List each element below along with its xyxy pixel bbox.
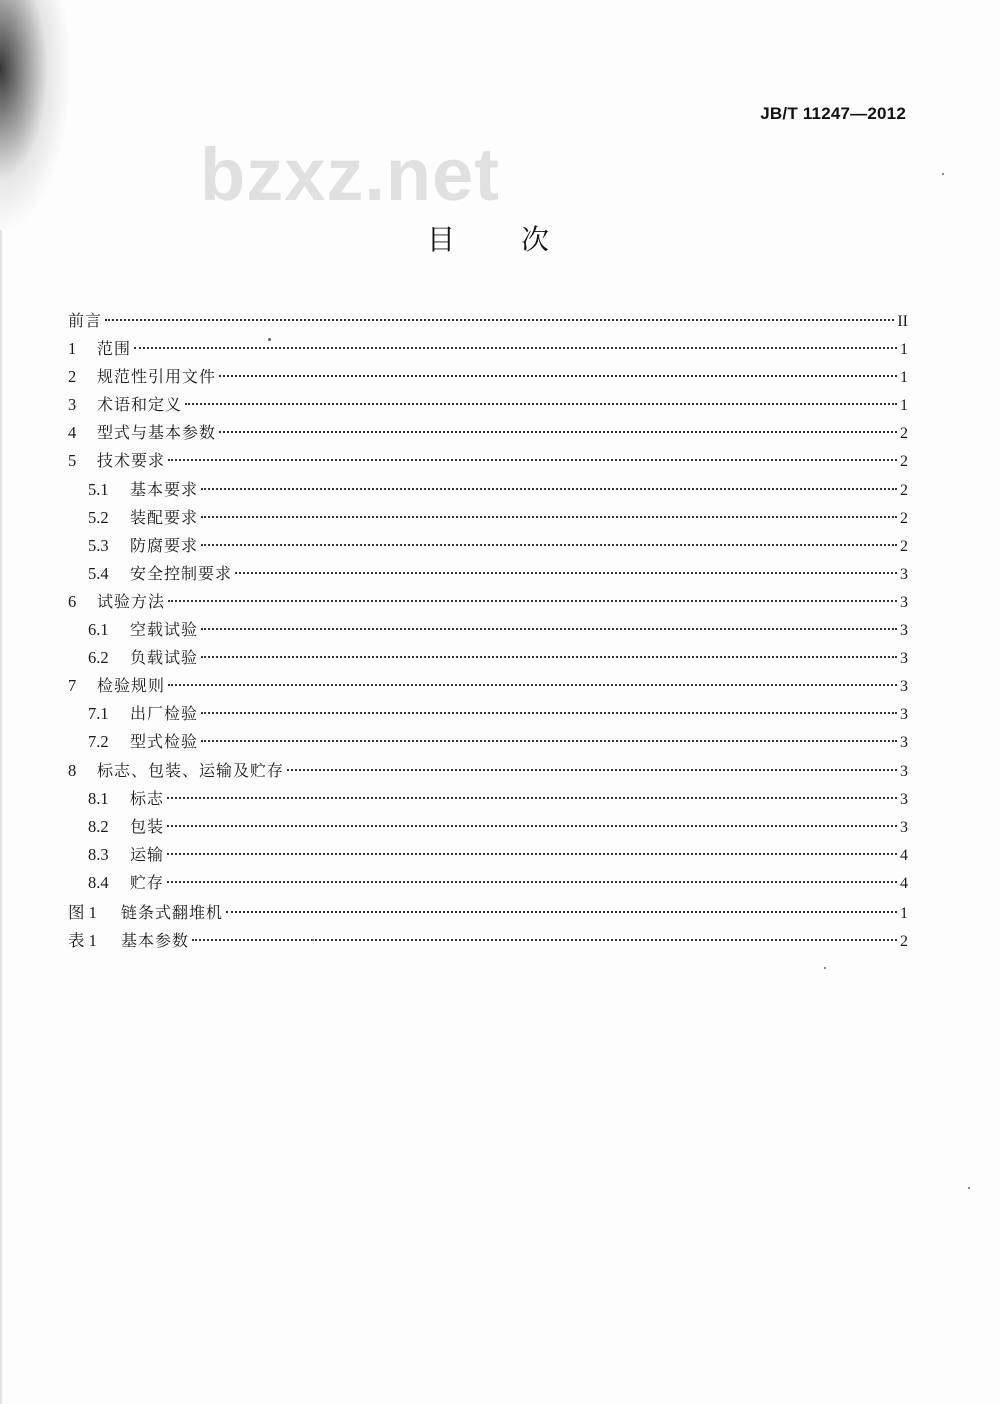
toc-entry	[68, 363, 908, 391]
toc-entry-label: 出厂检验	[130, 704, 199, 724]
scan-speck	[942, 173, 944, 175]
toc-entry-number: 表 1	[68, 931, 97, 951]
toc-entry-number: 4	[68, 423, 77, 443]
scan-speck	[268, 338, 271, 341]
dot-leader	[134, 347, 897, 349]
toc-entry-page: 2	[900, 425, 908, 443]
toc-entry	[68, 532, 908, 560]
toc-entry-label: 包装	[130, 816, 165, 836]
toc-entry-number: 8.2	[88, 816, 109, 836]
toc-entry	[68, 560, 908, 588]
toc-entry-number: 5.3	[88, 535, 109, 555]
dot-leader	[201, 712, 897, 714]
toc-entry-page: 3	[900, 678, 908, 696]
toc-entry-page: 3	[900, 593, 908, 611]
dot-leader	[201, 628, 897, 630]
toc-entry	[68, 672, 908, 700]
toc-entry	[68, 307, 908, 335]
toc-entry-page: 3	[900, 762, 908, 780]
toc-entry-number: 5.4	[88, 563, 109, 583]
dot-leader	[219, 431, 897, 433]
toc-entry	[68, 419, 908, 447]
toc-entry	[68, 728, 908, 756]
toc-entry-label: 安全控制要求	[130, 563, 233, 583]
toc-entry-label: 基本参数	[121, 931, 190, 951]
toc-entry-number: 1	[68, 339, 77, 359]
toc-entry-number: 6.1	[88, 620, 109, 640]
scan-speck	[968, 1187, 970, 1189]
toc-entry-number: 7.1	[88, 704, 109, 724]
dot-leader	[201, 516, 897, 518]
toc-entry-page: 3	[900, 790, 908, 808]
dot-leader	[167, 797, 897, 799]
toc-entry-label: 检验规则	[97, 676, 166, 696]
toc-entry-page: 1	[900, 397, 908, 415]
toc-entry	[68, 869, 908, 897]
scan-speck	[824, 967, 826, 969]
toc-entry-page: II	[897, 313, 908, 330]
dot-leader	[185, 403, 897, 405]
toc-entry-number: 5.2	[88, 507, 109, 527]
toc-entry-number: 图 1	[68, 902, 97, 922]
dot-leader	[105, 319, 894, 321]
toc-entry-label: 型式检验	[130, 732, 199, 752]
toc-entry-label: 装配要求	[130, 507, 199, 527]
toc-entry-number: 7	[68, 676, 77, 696]
toc-entry	[68, 927, 908, 956]
toc-entry	[68, 644, 908, 672]
toc-entry	[68, 700, 908, 728]
dot-leader	[201, 544, 897, 546]
toc-entry	[68, 841, 908, 869]
toc-entry-page: 2	[900, 481, 908, 499]
scan-speck	[312, 939, 314, 941]
toc-entry-label: 试验方法	[97, 591, 166, 611]
dot-leader	[201, 488, 897, 490]
standard-number: JB/T 11247—2012	[760, 104, 906, 123]
dot-leader	[167, 853, 897, 855]
toc-entry-label: 负载试验	[130, 648, 199, 668]
toc-entry-label: 型式与基本参数	[97, 423, 217, 443]
toc-entry-number: 6	[68, 591, 77, 611]
toc-entry-number: 6.2	[88, 648, 109, 668]
toc-entry-page: 4	[900, 846, 908, 864]
toc-entry-page: 1	[900, 341, 908, 359]
toc-entry	[68, 588, 908, 616]
dot-leader	[226, 911, 897, 913]
toc-entry-number: 8	[68, 760, 77, 780]
toc-entry-page: 2	[900, 933, 908, 951]
toc-entry	[68, 785, 908, 813]
toc-entry	[68, 899, 908, 928]
toc-entry-number: 3	[68, 395, 77, 415]
dot-leader	[235, 572, 897, 574]
toc-entry-label: 防腐要求	[130, 535, 199, 555]
toc-entry-label: 标志、包装、运输及贮存	[97, 760, 285, 780]
scan-shadow	[0, 0, 70, 230]
toc-entry-page: 3	[900, 818, 908, 836]
toc-entry-number: 8.1	[88, 788, 109, 808]
toc-entry-page: 1	[900, 904, 908, 922]
toc-entry-page: 3	[900, 565, 908, 583]
toc-entry-page: 1	[900, 369, 908, 387]
toc-entry-label: 运输	[130, 844, 165, 864]
dot-leader	[167, 825, 897, 827]
toc-entry	[68, 447, 908, 475]
toc-entry	[68, 813, 908, 841]
toc-entry	[68, 504, 908, 532]
toc-entry-label: 链条式翻堆机	[121, 902, 224, 922]
dot-leader	[201, 656, 897, 658]
toc-entry-page: 3	[900, 650, 908, 668]
toc-entry-number: 8.3	[88, 844, 109, 864]
toc-entry-label: 术语和定义	[97, 395, 183, 415]
toc-entry-label: 基本要求	[130, 479, 199, 499]
toc-entry-label: 前言	[68, 311, 103, 330]
toc-entry-page: 2	[900, 453, 908, 471]
dot-leader	[192, 939, 897, 941]
dot-leader	[168, 459, 897, 461]
toc-entry	[68, 616, 908, 644]
watermark: bzxz.net	[200, 133, 500, 216]
dot-leader	[287, 769, 897, 771]
toc-entry-page: 4	[900, 874, 908, 892]
dot-leader	[168, 684, 897, 686]
toc-entry-label: 规范性引用文件	[97, 367, 217, 387]
table-of-contents	[68, 307, 908, 956]
toc-entry-page: 2	[900, 509, 908, 527]
toc-entry	[68, 335, 908, 363]
toc-title: 目次	[426, 223, 615, 256]
toc-entry	[68, 757, 908, 785]
toc-entry	[68, 476, 908, 504]
toc-entry-page: 3	[900, 706, 908, 724]
scan-edge	[0, 230, 3, 1404]
toc-entry-label: 范围	[97, 339, 132, 359]
toc-entry	[68, 391, 908, 419]
toc-entry-label: 空载试验	[130, 620, 199, 640]
toc-entry-number: 2	[68, 367, 77, 387]
toc-entry-number: 5	[68, 451, 77, 471]
toc-entry-number: 8.4	[88, 872, 109, 892]
toc-entry-number: 5.1	[88, 479, 109, 499]
toc-entry-label: 贮存	[130, 872, 165, 892]
toc-entry-number: 7.2	[88, 732, 109, 752]
toc-entry-label: 标志	[130, 788, 165, 808]
dot-leader	[219, 375, 897, 377]
dot-leader	[201, 740, 897, 742]
toc-entry-page: 2	[900, 537, 908, 555]
dot-leader	[168, 600, 897, 602]
toc-entry-label: 技术要求	[97, 451, 166, 471]
dot-leader	[167, 881, 897, 883]
toc-entry-page: 3	[900, 734, 908, 752]
toc-entry-page: 3	[900, 622, 908, 640]
